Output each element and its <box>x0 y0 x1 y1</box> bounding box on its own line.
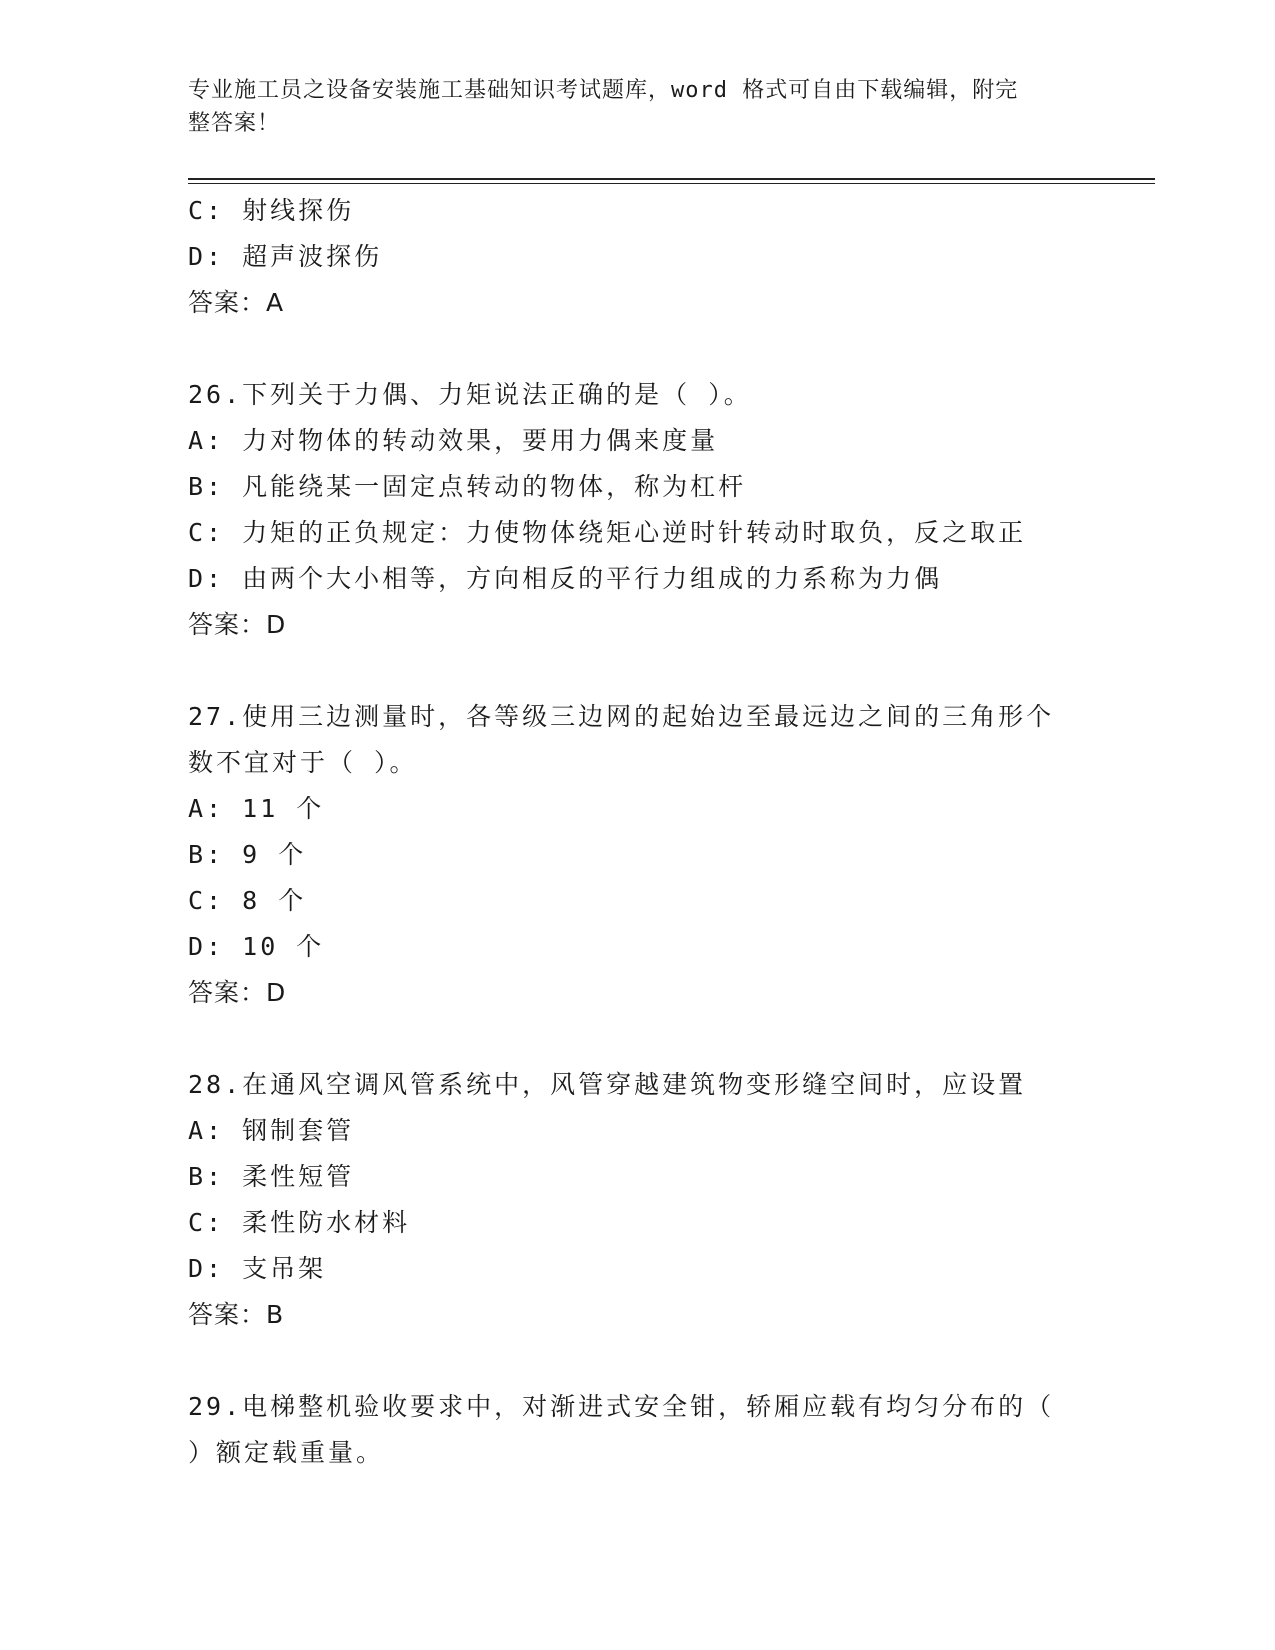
header-line-2: 整答案！ <box>188 111 281 136</box>
option-c: C: 8 个 <box>188 886 307 915</box>
option-b: B: 凡能绕某一固定点转动的物体，称为杠杆 <box>188 472 747 501</box>
question-stem-line-2: 数不宜对于（ ）。 <box>188 748 418 777</box>
option-d: D: 10 个 <box>188 932 325 961</box>
question-26 <box>188 372 1088 648</box>
answer-line: 答案：B <box>188 1300 285 1329</box>
option-b: B: 柔性短管 <box>188 1162 355 1191</box>
option-d: D: 超声波探伤 <box>188 242 383 271</box>
answer-line: 答案：D <box>188 978 287 1007</box>
question-stem: 26.下列关于力偶、力矩说法正确的是（ ）。 <box>188 380 752 409</box>
option-b: B: 9 个 <box>188 840 307 869</box>
question-stem-line-1: 29.电梯整机验收要求中，对渐进式安全钳，轿厢应载有均匀分布的（ <box>188 1392 1055 1421</box>
question-27 <box>188 694 1088 1016</box>
answer-line: 答案：A <box>188 288 285 317</box>
header-rule-thin <box>188 183 1155 184</box>
question-list <box>188 188 1088 1476</box>
document-header <box>188 74 1068 140</box>
spacer <box>188 326 1088 372</box>
header-line-1: 专业施工员之设备安装施工基础知识考试题库，word 格式可自由下载编辑，附完 <box>188 78 1019 103</box>
question-25-continued <box>188 188 1088 326</box>
option-c: C: 射线探伤 <box>188 196 355 225</box>
option-a: A: 力对物体的转动效果，要用力偶来度量 <box>188 426 719 455</box>
option-a: A: 11 个 <box>188 794 325 823</box>
option-a: A: 钢制套管 <box>188 1116 355 1145</box>
question-29 <box>188 1384 1088 1476</box>
question-stem-line-2: ）额定载重量。 <box>188 1438 385 1467</box>
option-c: C: 柔性防水材料 <box>188 1208 411 1237</box>
spacer <box>188 648 1088 694</box>
option-c: C: 力矩的正负规定：力使物体绕矩心逆时针转动时取负，反之取正 <box>188 518 1027 547</box>
question-stem: 28.在通风空调风管系统中，风管穿越建筑物变形缝空间时，应设置 <box>188 1070 1027 1099</box>
question-stem-line-1: 27.使用三边测量时，各等级三边网的起始边至最远边之间的三角形个 <box>188 702 1055 731</box>
answer-line: 答案：D <box>188 610 287 639</box>
option-d: D: 由两个大小相等，方向相反的平行力组成的力系称为力偶 <box>188 564 943 593</box>
question-28 <box>188 1062 1088 1338</box>
spacer <box>188 1338 1088 1384</box>
spacer <box>188 1016 1088 1062</box>
option-d: D: 支吊架 <box>188 1254 327 1283</box>
header-rule-thick <box>188 178 1155 180</box>
